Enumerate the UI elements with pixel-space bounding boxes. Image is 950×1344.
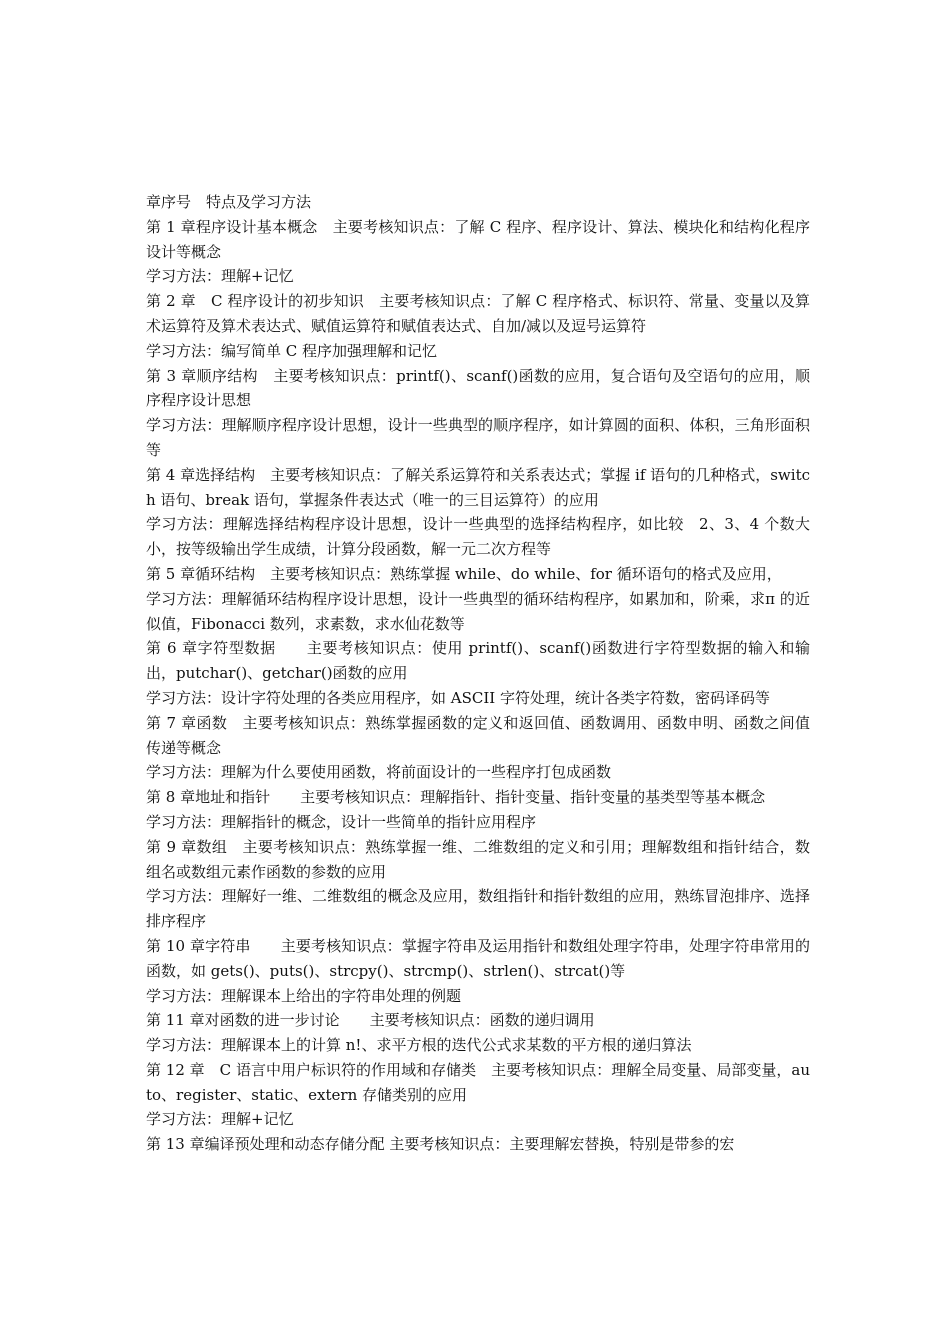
chapter-5-method: 学习方法：理解循环结构程序设计思想，设计一些典型的循环结构程序，如累加和，阶乘，求π 的近似值，Fibonacci 数列，求素数，求水仙花数等	[146, 589, 810, 633]
chapter-6-method: 学习方法：设计字符处理的各类应用程序，如 ASCII 字符处理，统计各类字符数，密码译码等	[146, 688, 770, 707]
chapter-7-method: 学习方法：理解为什么要使用函数，将前面设计的一些程序打包成函数	[146, 763, 612, 782]
chapter-8-method: 学习方法：理解指针的概念，设计一些简单的指针应用程序	[146, 812, 537, 831]
chapter-2-topics: 第 2 章 C 程序设计的初步知识 主要考核知识点：了解 C 程序格式、标识符、常量、变量以及算术运算符及算术表达式、赋值运算符和赋值表达式、自加/减以及逗号运算符	[146, 292, 810, 335]
chapter-3-method: 学习方法：理解顺序程序设计思想，设计一些典型的顺序程序，如计算圆的面积、体积，三角形面积等	[146, 416, 810, 459]
chapter-4-topics: 第 4 章选择结构 主要考核知识点：了解关系运算符和关系表达式；掌握 if 语句的几种格式，switch 语句、break 语句，掌握条件表达式（唯一的三目运算符）的应用	[146, 465, 810, 509]
chapter-13-topics: 第 13 章编译预处理和动态存储分配 主要考核知识点：主要理解宏替换，特别是带参的宏	[146, 1135, 735, 1154]
chapter-6-topics: 第 6 章字符型数据 主要考核知识点：使用 printf()、scanf()函数进行字符型数据的输入和输出，putchar()、getchar()函数的应用	[146, 639, 810, 683]
chapter-8-topics: 第 8 章地址和指针 主要考核知识点：理解指针、指针变量、指针变量的基类型等基本概念	[146, 788, 766, 807]
chapter-10-topics: 第 10 章字符串 主要考核知识点：掌握字符串及运用指针和数组处理字符串，处理字符串常用的函数，如 gets()、puts()、strcpy()、strcmp()、strlen()、strcat()等	[146, 936, 810, 980]
chapter-9-method: 学习方法：理解好一维、二维数组的概念及应用，数组指针和指针数组的应用，熟练冒泡排序、选择排序程序	[146, 887, 810, 931]
chapter-4-method: 学习方法：理解选择结构程序设计思想，设计一些典型的选择结构程序，如比较 2、3、4 个数大小，按等级输出学生成绩，计算分段函数，解一元二次方程等	[146, 515, 810, 559]
chapter-11-topics: 第 11 章对函数的进一步讨论 主要考核知识点：函数的递归调用	[146, 1011, 595, 1030]
chapter-1-method: 学习方法：理解+记忆	[146, 267, 294, 286]
chapter-12-method: 学习方法：理解+记忆	[146, 1110, 294, 1129]
chapter-3-topics: 第 3 章顺序结构 主要考核知识点：printf()、scanf()函数的应用，复合语句及空语句的应用，顺序程序设计思想	[146, 366, 810, 410]
document-body	[146, 190, 810, 1157]
chapter-1-topics: 第 1 章程序设计基本概念 主要考核知识点：了解 C 程序、程序设计、算法、模块化和结构化程序设计等概念	[146, 217, 810, 261]
chapter-5-topics: 第 5 章循环结构 主要考核知识点：熟练掌握 while、do while、for 循环语句的格式及应用，	[146, 564, 782, 583]
chapter-7-topics: 第 7 章函数 主要考核知识点：熟练掌握函数的定义和返回值、函数调用、函数申明、函数之间值传递等概念	[146, 713, 810, 757]
table-header-line: 章序号 特点及学习方法	[146, 193, 312, 211]
chapter-11-method: 学习方法：理解课本上的计算 n!、求平方根的迭代公式求某数的平方根的递归算法	[146, 1036, 692, 1055]
chapter-9-topics: 第 9 章数组 主要考核知识点：熟练掌握一维、二维数组的定义和引用；理解数组和指针结合，数组名或数组元素作函数的参数的应用	[146, 837, 810, 881]
chapter-12-topics: 第 12 章 C 语言中用户标识符的作用域和存储类 主要考核知识点：理解全局变量、局部变量，auto、register、static、extern 存储类别的应用	[146, 1060, 810, 1104]
chapter-2-method: 学习方法：编写简单 C 程序加强理解和记忆	[146, 341, 438, 360]
chapter-10-method: 学习方法：理解课本上给出的字符串处理的例题	[146, 986, 462, 1005]
